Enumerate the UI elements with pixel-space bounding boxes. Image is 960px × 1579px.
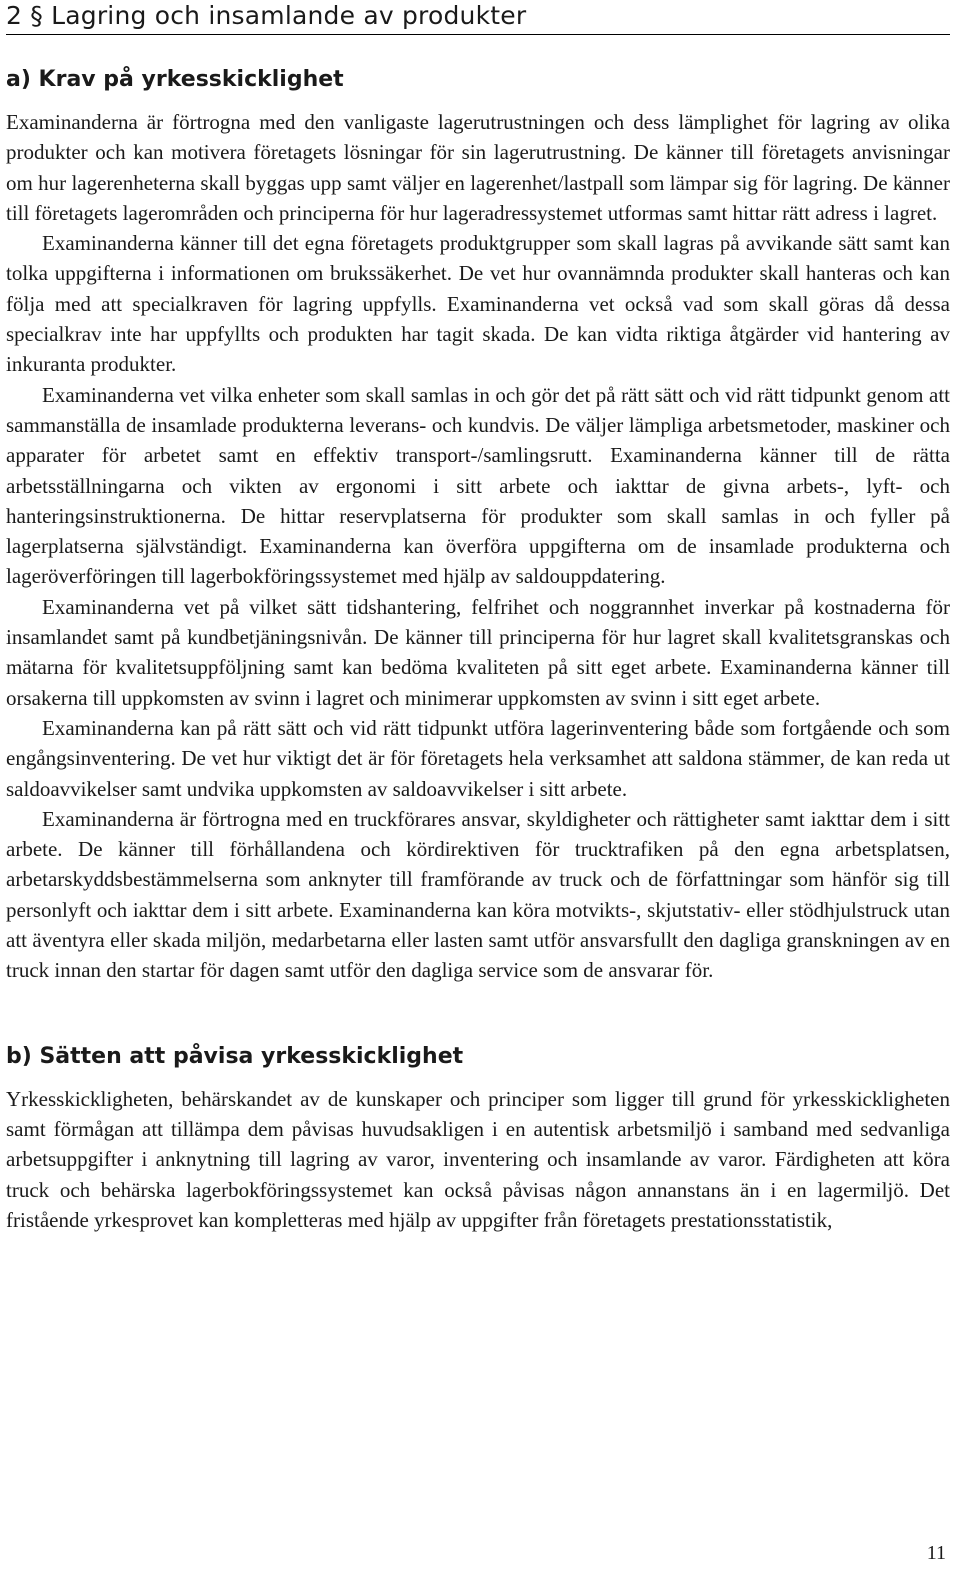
paragraph: Examinanderna är förtrogna med den vanligaste lagerutrustningen och dess lämplighet för lagring av olika produkter och kan motivera företagets lösningar för sin lagerutrustning. De känner till företagets anvisningar om hur lagerenheterna skall byggas upp samt väljer en lagerenhet/lastpall som lämpar sig för lagring. De känner till företagets lagerområden och principerna för hur lageradressystemet utformas samt hittar rätt adress i lagret. — [6, 110, 950, 225]
paragraph: Examinanderna kan på rätt sätt och vid rätt tidpunkt utföra lagerinventering både som fortgående och som engångsinventering. De vet hur viktigt det är för företagets hela verksamhet att saldona stämmer, de kan reda ut saldoavvikelser samt undvika uppkomsten av saldoavvikelser i sitt arbete. — [6, 715, 950, 801]
section-a-body — [6, 107, 950, 986]
paragraph: Examinanderna är förtrogna med en truckförares ansvar, skyldigheter och rättigheter samt iakttar dem i sitt arbete. De känner till förhållandena och kördirektiven för trucktrafiken på den egna arbetsplatsen, arbetarskyddsbestämmelserna som anknyter till framförande av truck och de författningar som hänför sig till personlyft och iakttar dem i sitt arbete. Examinanderna kan köra motvikts-, skjutstativ- eller stödhjulstruck utan att äventyra eller skada miljön, medarbetarna eller lasten samt utför ansvarsfullt den dagliga granskningen av en truck innan den startar för dagen samt utför den dagliga service som de ansvarar för. — [6, 806, 950, 983]
section-b-heading: b) Sätten att påvisa yrkesskicklighet — [6, 1043, 464, 1069]
paragraph: Examinanderna känner till det egna företagets produktgrupper som skall lagras på avvikande sätt samt kan tolka uppgifterna i informationen om brukssäkerhet. De vet hur ovannämnda produkter skall hanteras och kan följa med att specialkraven för lagring uppfylls. Examinanderna vet också vad som skall göras då dessa specialkrav inte har uppfyllts och produkten har tagit skada. De kan vidta riktiga åtgärder vid hantering av inkuranta produkter. — [6, 231, 950, 377]
document-page — [6, 0, 950, 1235]
paragraph: Examinanderna vet på vilket sätt tidshantering, felfrihet och noggrannhet inverkar på kostnaderna för insamlandet samt på kundbetjäningsnivån. De känner till principerna för hur lagret skall kvalitetsgranskas och mätarna för kvalitetsuppföljning samt kan bedöma kvaliteten på sitt eget arbete. Examinanderna känner till orsakerna till uppkomsten av svinn i lagret och minimerar uppkomsten av svinn i sitt eget arbete. — [6, 594, 950, 710]
paragraph: Examinanderna vet vilka enheter som skall samlas in och gör det på rätt sätt och vid rätt tidpunkt genom att sammanställa de insamlade produkterna leverans- och kundvis. De väljer lämpliga arbetsmetoder, maskiner och apparater för arbetet samt en effektiv transport-/samlingsrutt. Examinanderna känner till de rätta arbetsställningarna och vikten av ergonomi i sitt arbete och iakttar de givna arbets-, lyft- och hanteringsinstruktionerna. De hittar reservplatserna för produkter som skall samlas in och fyller på lagerplatserna självständigt. Examinanderna kan överföra uppgifterna om de insamlade produkterna och lageröverföringen till lagerbokföringssystemet med hjälp av saldouppdatering. — [6, 382, 950, 589]
page-number: 11 — [926, 1542, 946, 1564]
paragraph: Yrkesskickligheten, behärskandet av de kunskaper och principer som ligger till grund för yrkesskickligheten samt förmågan att tillämpa dem påvisas huvudsakligen i en autentisk arbetsmiljö i samband med sedvanliga arbetsuppgifter i anknytning till lagring av varor, inventering och insamlande av varor. Färdigheten att köra truck och behärska lagerbokföringssystemet kan också påvisas någon annanstans än i en lagermiljö. Det fristående yrkesprovet kan kompletteras med hjälp av uppgifter från företagets prestationsstatistik, — [6, 1086, 950, 1232]
chapter-title: 2 § Lagring och insamlande av produkter — [6, 0, 950, 35]
section-b-body — [6, 1084, 950, 1235]
section-a-heading: a) Krav på yrkesskicklighet — [6, 67, 344, 92]
